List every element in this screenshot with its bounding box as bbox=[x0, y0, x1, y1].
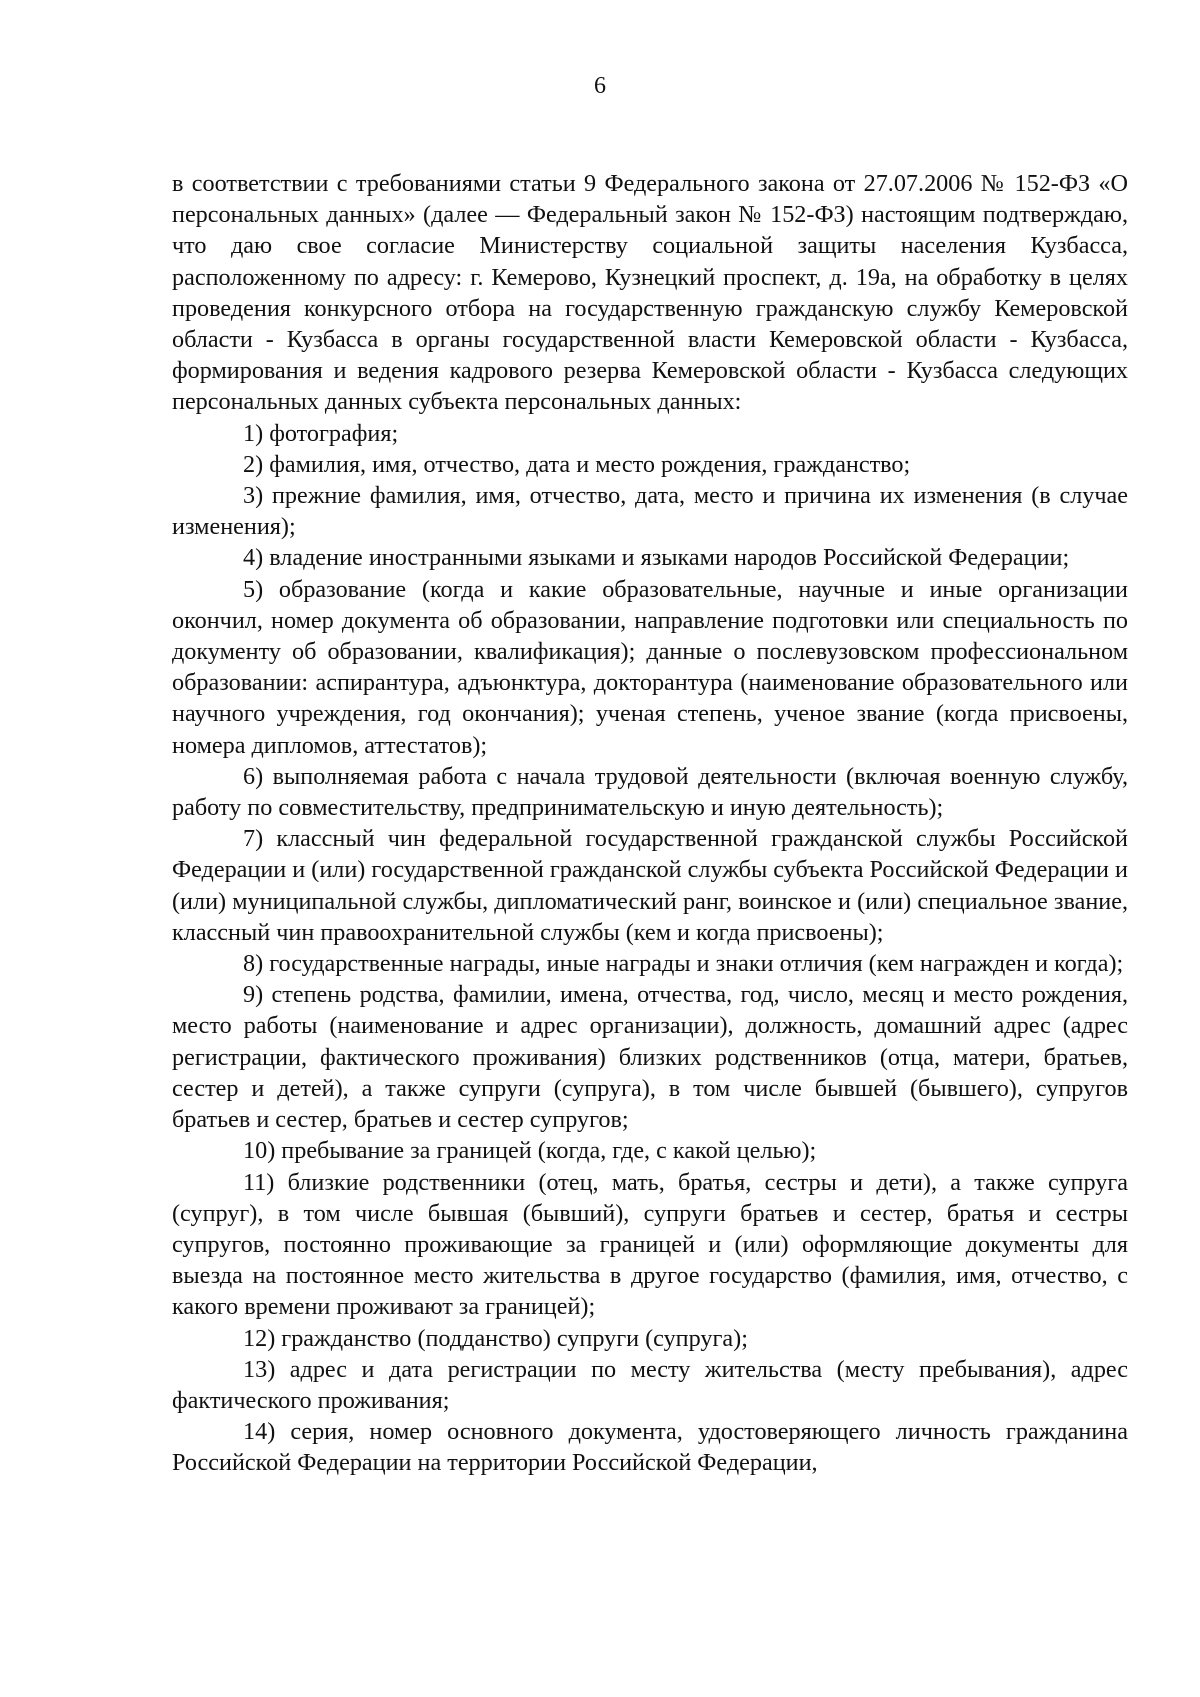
list-item-13: 13) адрес и дата регистрации по месту жительства (месту пребывания), адрес фактического проживания; bbox=[172, 1355, 1128, 1414]
intro-paragraph: в соответствии с требованиями статьи 9 Федерального закона от 27.07.2006 № 152-ФЗ «О персональных данных» (далее — Федеральный закон № 152-ФЗ) настоящим подтверждаю, что даю свое согласие Министерству социальной защиты населения Кузбасса, расположенному по адресу: г. Кемерово, Кузнецкий проспект, д. 19а, на обработку в целях проведения конкурсного отбора на государственную гражданскую службу Кемеровской области - Кузбасса в органы государственной власти Кемеровской области - Кузбасса, формирования и ведения кадрового резерва Кемеровской области - Кузбасса следующих персональных данных субъекта персональных данных: bbox=[172, 170, 1128, 416]
list-item-12: 12) гражданство (подданство) супруги (супруга); bbox=[243, 1324, 748, 1352]
list-item-4: 4) владение иностранными языками и языками народов Российской Федерации; bbox=[243, 544, 1070, 572]
list-item-8: 8) государственные награды, иные награды и знаки отличия (кем награжден и когда); bbox=[243, 950, 1124, 978]
list-item-10: 10) пребывание за границей (когда, где, с какой целью); bbox=[243, 1137, 817, 1165]
list-item-9: 9) степень родства, фамилии, имена, отчества, год, число, месяц и место рождения, место работы (наименование и адрес организации), должность, домашний адрес (адрес регистрации, фактического проживания) близких родственников (отца, матери, братьев, сестер и детей), а также супруги (супруга), в том числе бывшей (бывшего), супругов братьев и сестер, братьев и сестер супругов; bbox=[172, 981, 1128, 1134]
page-number: 6 bbox=[594, 73, 606, 99]
list-item-11: 11) близкие родственники (отец, мать, братья, сестры и дети), а также супруга (супруг), в том числе бывшая (бывший), супруги братьев и сестер, братья и сестры супругов, постоянно проживающие за границей и (или) оформляющие документы для выезда на постоянное место жительства в другое государство (фамилия, имя, отчество, с какого времени проживают за границей); bbox=[172, 1168, 1128, 1321]
document-body bbox=[172, 168, 1128, 1479]
list-item-6: 6) выполняемая работа с начала трудовой деятельности (включая военную службу, работу по совместительству, предпринимательскую и иную деятельность); bbox=[172, 762, 1128, 822]
list-item-2: 2) фамилия, имя, отчество, дата и место рождения, гражданство; bbox=[243, 450, 911, 478]
list-item-5: 5) образование (когда и какие образовательные, научные и иные организации окончил, номер документа об образовании, направление подготовки или специальность по документу об образовании, квалификация); данные о послевузовском профессиональном образовании: аспирантура, адъюнктура, докторантура (наименование образовательного или научного учреждения, год окончания); ученая степень, ученое звание (когда присвоены, номера дипломов, аттестатов); bbox=[172, 575, 1128, 759]
list-item-3: 3) прежние фамилия, имя, отчество, дата, место и причина их изменения (в случае изменения); bbox=[172, 482, 1128, 541]
list-item-1: 1) фотография; bbox=[243, 419, 399, 447]
list-item-7: 7) классный чин федеральной государственной гражданской службы Российской Федерации и (или) государственной гражданской службы субъекта Российской Федерации и (или) муниципальной службы, дипломатический ранг, воинское и (или) специальное звание, классный чин правоохранительной службы (кем и когда присвоены); bbox=[172, 825, 1128, 946]
list-item-14: 14) серия, номер основного документа, удостоверяющего личность гражданина Российской Федерации на территории Российской Федерации, bbox=[172, 1418, 1128, 1477]
